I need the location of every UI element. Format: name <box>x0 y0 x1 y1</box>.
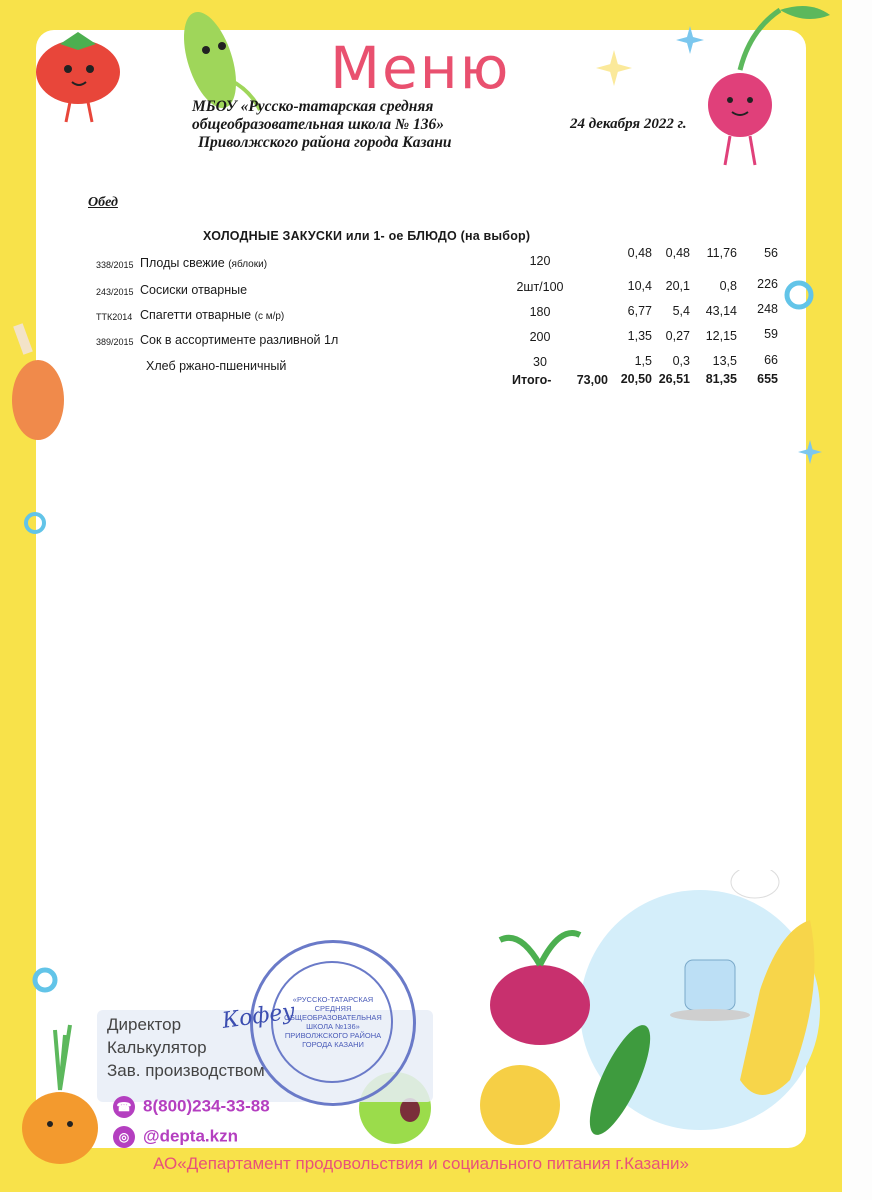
menu-date: 24 декабря 2022 г. <box>570 116 687 132</box>
section-title: ХОЛОДНЫЕ ЗАКУСКИ или 1- ое БЛЮДО (на выбор) <box>203 229 531 243</box>
sparkle-icon <box>676 26 704 54</box>
total-carbs: 81,35 <box>705 372 737 386</box>
total-price: 73,00 <box>576 373 608 387</box>
instagram-contact <box>113 1126 238 1148</box>
portion: 180 <box>529 305 551 319</box>
menu-title: Меню <box>330 34 511 102</box>
menu-row <box>0 246 842 278</box>
ring-icon <box>30 965 60 995</box>
portion: 30 <box>533 355 547 369</box>
protein-value: 6,77 <box>627 304 652 318</box>
carbs-value: 43,14 <box>705 304 737 318</box>
dish-name-text: Плоды свежие <box>140 256 225 270</box>
protein-value: 1,35 <box>627 329 652 343</box>
dish-name-text: Спагетти отварные <box>140 308 252 322</box>
total-fat: 26,51 <box>658 372 690 386</box>
carbs-value: 11,76 <box>706 246 737 260</box>
recipe-code: 389/2015 <box>96 337 134 347</box>
instagram-handle: @depta.kzn <box>143 1126 238 1146</box>
recipe-code: 243/2015 <box>96 287 134 297</box>
dish-name <box>140 333 338 347</box>
dish-name <box>140 256 267 270</box>
phone-number: 8(800)234-33-88 <box>143 1096 270 1116</box>
school-line-1: МБОУ «Русско-татарская средняя <box>192 98 434 115</box>
dish-name <box>146 359 286 373</box>
stamp-text: «РУССКО-ТАТАРСКАЯ СРЕДНЯЯ ОБЩЕОБРАЗОВАТЕЛЬНАЯ ШКОЛА №136» ПРИВОЛЖСКОГО РАЙОНА ГОРОДА КАЗАНИ <box>284 995 382 1049</box>
protein-value: 10,4 <box>627 279 652 293</box>
tomato-illustration <box>20 14 140 124</box>
phone-icon: ☎ <box>113 1096 135 1118</box>
energy-value: 226 <box>757 277 778 291</box>
carbs-value: 12,15 <box>705 329 737 343</box>
energy-value: 59 <box>764 327 778 341</box>
production-head-label: Зав. производством <box>107 1061 265 1080</box>
menu-row <box>0 277 842 305</box>
sparkle-icon <box>596 50 632 86</box>
carbs-value: 13,5 <box>712 354 737 368</box>
portion: 120 <box>529 254 551 268</box>
dish-name-text: Сосиски отварные <box>140 283 248 297</box>
protein-value: 1,5 <box>634 354 652 368</box>
onion-illustration <box>10 1020 110 1170</box>
total-protein: 20,50 <box>620 372 652 386</box>
total-row <box>0 373 842 395</box>
energy-value: 66 <box>764 353 778 367</box>
dish-note: (яблоки) <box>228 259 268 270</box>
school-line-3: Приволжского района города Казани <box>198 134 452 151</box>
dish-note: (с м/р) <box>254 311 285 322</box>
fat-value: 0,3 <box>672 354 690 368</box>
school-name <box>192 98 452 152</box>
fat-value: 0,48 <box>665 246 690 260</box>
school-line-2: общеобразовательная школа № 136» <box>192 116 444 133</box>
portion: 200 <box>529 330 551 344</box>
sparkle-icon <box>798 440 822 464</box>
total-energy: 655 <box>757 372 778 386</box>
energy-value: 248 <box>757 302 778 316</box>
calculator-label: Калькулятор <box>107 1038 207 1057</box>
phone-contact <box>113 1096 270 1118</box>
fat-value: 5,4 <box>672 304 690 318</box>
instagram-icon: ◎ <box>113 1126 135 1148</box>
menu-row <box>0 327 842 355</box>
handwritten-signature: Кофеу <box>220 999 297 1034</box>
characters-illustration <box>460 870 840 1160</box>
dish-name-text: Хлеб ржано-пшеничный <box>146 359 287 373</box>
total-label: Итого- <box>512 373 552 387</box>
portion: 2шт/100 <box>516 280 564 294</box>
fat-value: 20,1 <box>665 279 690 293</box>
dish-name-text: Сок в ассортименте разливной 1л <box>140 333 339 347</box>
dish-name <box>140 308 284 322</box>
protein-value: 0,48 <box>627 246 652 260</box>
recipe-code: ТТК2014 <box>96 312 133 322</box>
carbs-value: 0,8 <box>719 279 737 293</box>
dish-name <box>140 283 247 297</box>
footer-organization: АО«Департамент продовольствия и социального питания г.Казани» <box>153 1154 689 1173</box>
director-label: Директор <box>107 1015 182 1034</box>
menu-row <box>0 302 842 330</box>
ring-icon <box>22 510 48 536</box>
meal-label: Обед <box>88 195 118 210</box>
energy-value: 56 <box>764 246 778 260</box>
recipe-code: 338/2015 <box>96 260 134 270</box>
fat-value: 0,27 <box>665 329 690 343</box>
